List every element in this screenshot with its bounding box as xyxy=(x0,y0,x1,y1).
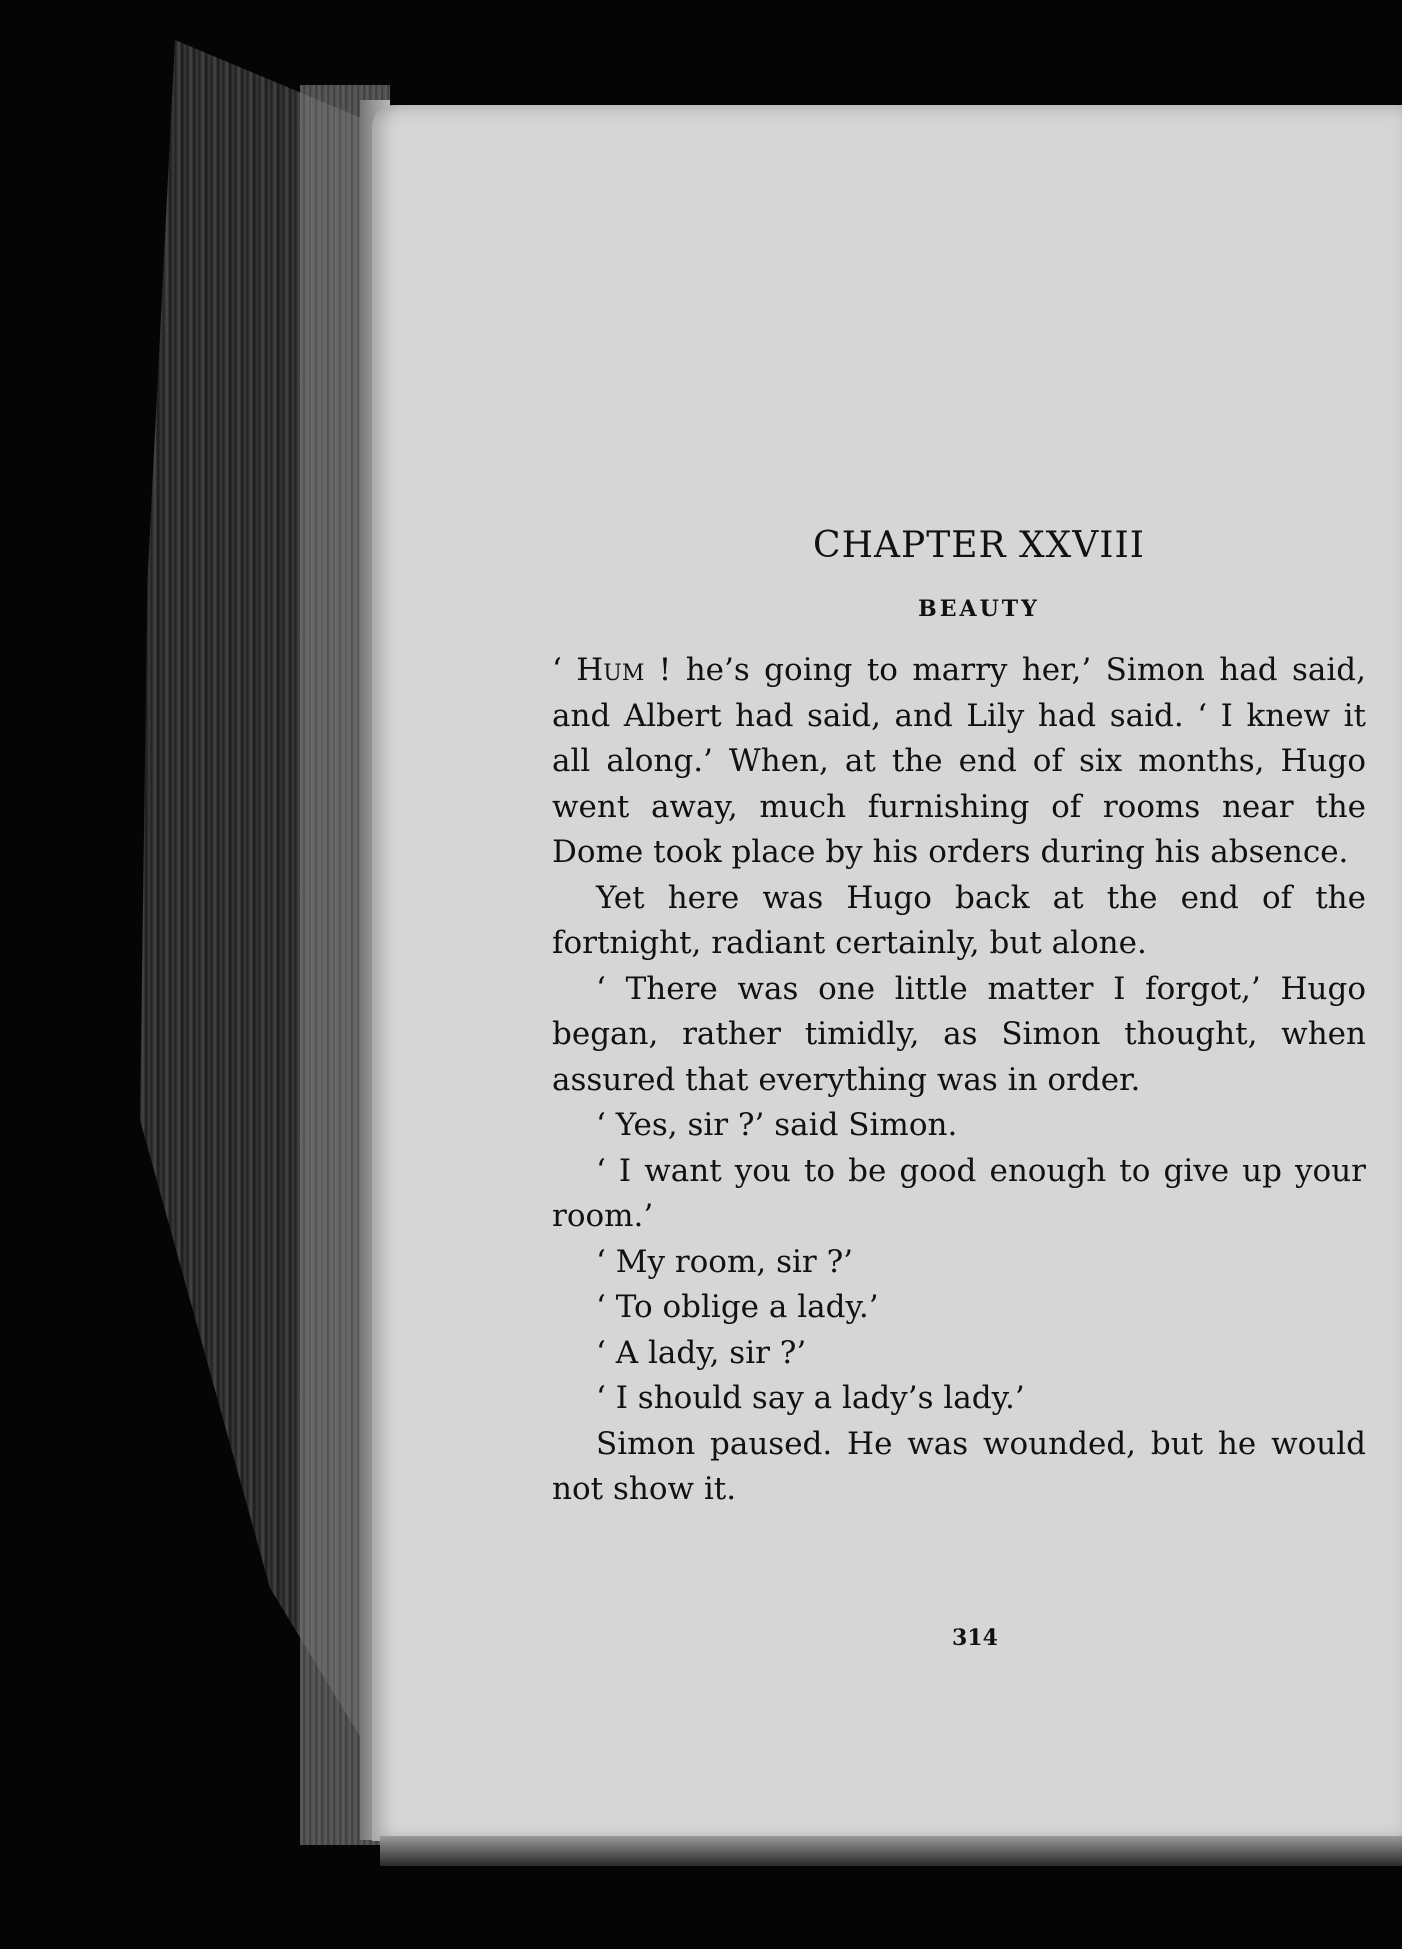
page-bottom-edge xyxy=(380,1836,1402,1866)
chapter-title: CHAPTER XXVIII xyxy=(813,525,1145,566)
paragraph-text: ! he’s going to marry her,’ Simon had said, and Albert had said, and Lily had said. ‘ I knew it all along.’ When, at the end of six months, Hugo went away, much furnishing of rooms near the Dome took place by his orders during his absence. xyxy=(552,652,1366,870)
paragraph-5: ‘ I want you to be good enough to give up your room.’ xyxy=(552,1152,1366,1234)
paragraph-lead: ‘ Hum xyxy=(552,652,645,688)
page-number: 314 xyxy=(952,1625,998,1651)
paragraph-7: ‘ To oblige a lady.’ xyxy=(596,1289,879,1325)
paragraph-8: ‘ A lady, sir ?’ xyxy=(596,1334,807,1371)
chapter-subtitle: BEAUTY xyxy=(918,596,1040,622)
paragraph-2: Yet here was Hugo back at the end of the fortnight, radiant certainly, but alone. xyxy=(552,879,1366,961)
page-text xyxy=(552,525,1366,1513)
paragraph-4: ‘ Yes, sir ?’ said Simon. xyxy=(596,1107,958,1143)
paragraph-1 xyxy=(552,648,1366,876)
paragraph-6: ‘ My room, sir ?’ xyxy=(596,1243,854,1280)
paragraph-10: Simon paused. He was wounded, but he would not show it. xyxy=(552,1425,1366,1507)
paragraph-9: ‘ I should say a lady’s lady.’ xyxy=(596,1380,1025,1416)
paragraph-3: ‘ There was one little matter I forgot,’ Hugo began, rather timidly, as Simon thought, when assured that everything was in order. xyxy=(552,970,1366,1098)
